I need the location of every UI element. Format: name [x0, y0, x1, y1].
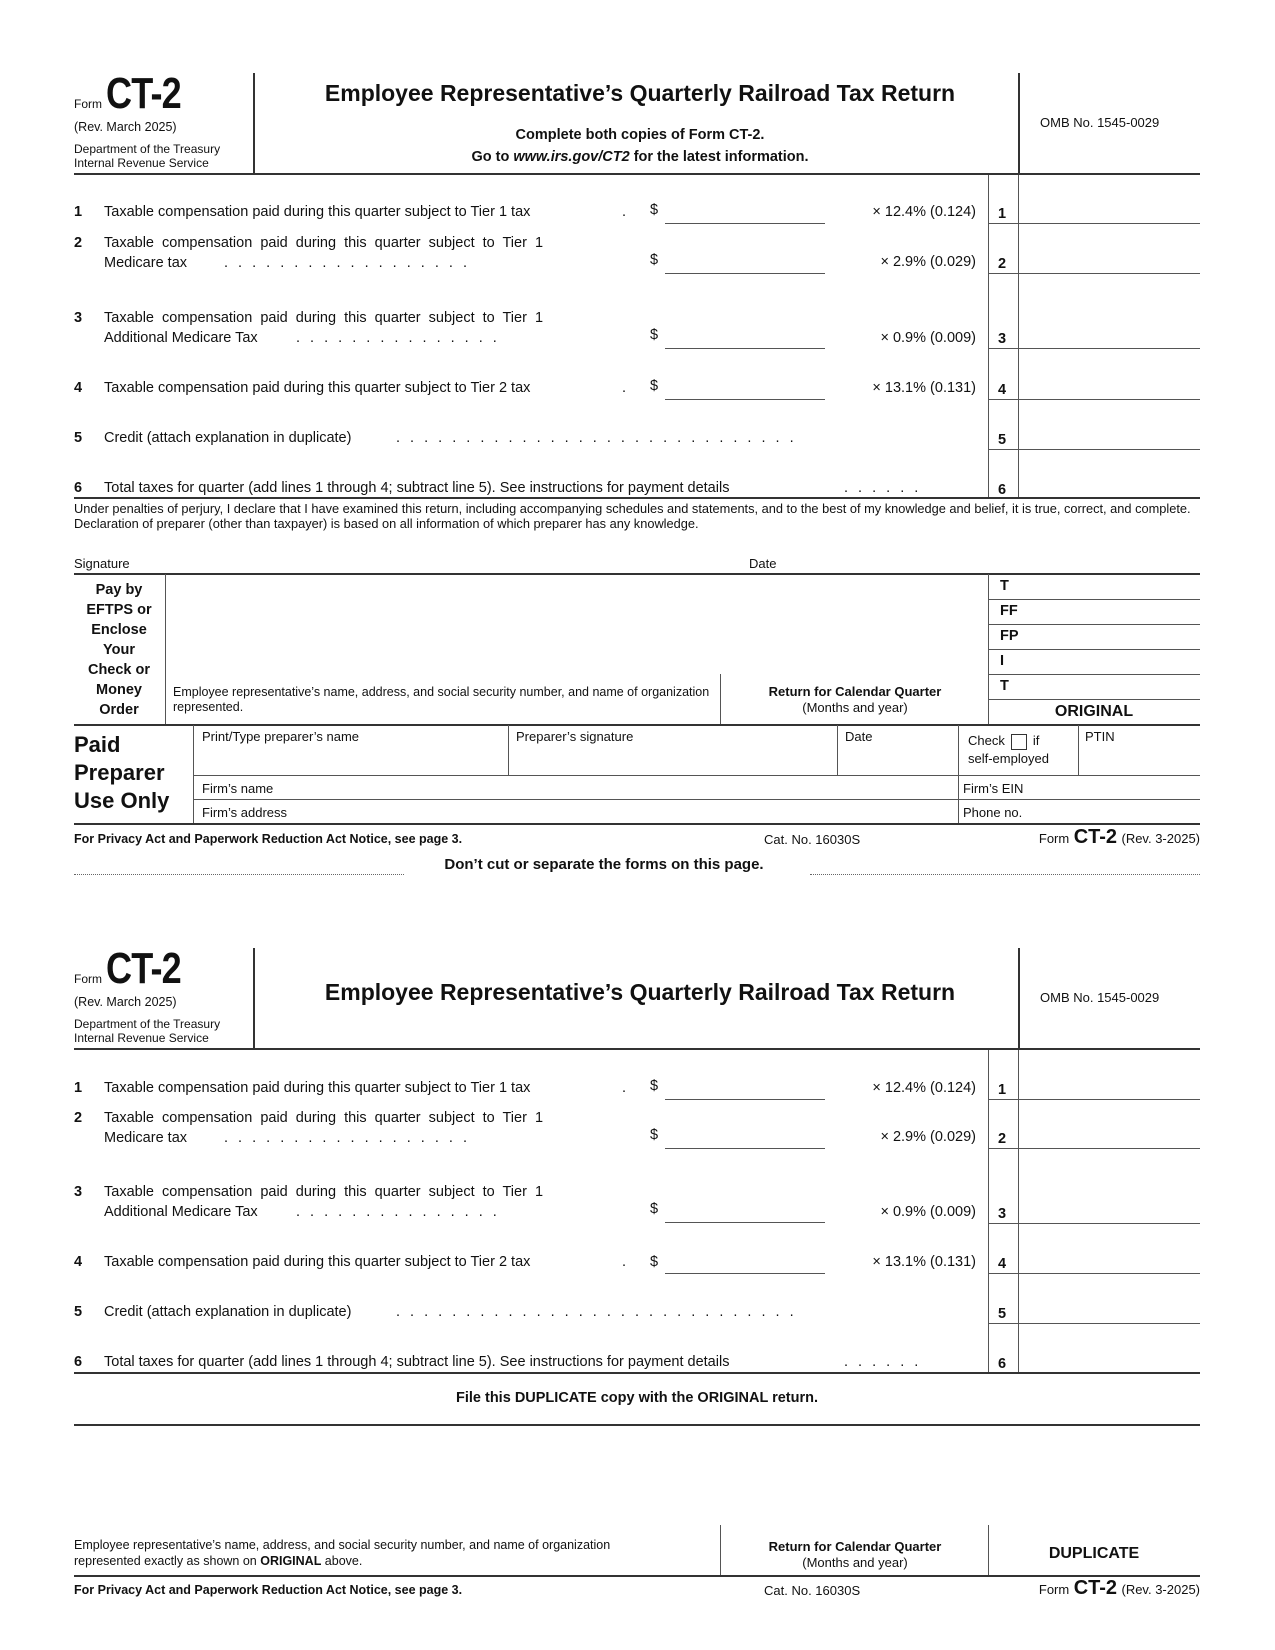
- signature-label: Signature: [74, 556, 130, 571]
- dup-line-3-compensation-input[interactable]: [665, 1222, 825, 1223]
- dollar-sign: $: [650, 327, 659, 343]
- firm-ein-label: Firm’s EIN: [963, 781, 1024, 796]
- line-4-amount-input[interactable]: [1020, 350, 1200, 398]
- signature-field[interactable]: [74, 540, 744, 572]
- dup-quarter-sublabel: (Months and year): [802, 1555, 908, 1570]
- box-label-6: 6: [998, 482, 1007, 498]
- irs-code-t: T: [1000, 578, 1009, 594]
- form-title: Employee Representative’s Quarterly Railroad Tax Return: [324, 80, 956, 106]
- agency: Department of the Treasury Internal Revenue Service: [74, 1017, 221, 1045]
- duplicate-file-note: File this DUPLICATE copy with the ORIGINAL return.: [455, 1390, 818, 1406]
- line-4-compensation-input[interactable]: [665, 399, 825, 400]
- cat-number: Cat. No. 16030S: [764, 832, 861, 847]
- subtitle-website: Go to www.irs.gov/CT2 for the latest information.: [471, 149, 809, 165]
- preparer-date-label: Date: [845, 729, 873, 744]
- firm-name-label: Firm’s name: [202, 781, 274, 796]
- copy-label-original: ORIGINAL: [1054, 703, 1134, 720]
- dup-box-label-2: 2: [998, 1131, 1007, 1147]
- department: Department of the Treasury: [74, 142, 221, 156]
- irs-link[interactable]: www.irs.gov/CT2: [513, 149, 630, 165]
- dup-line-2-compensation-input[interactable]: [665, 1148, 825, 1149]
- signature-date-field[interactable]: [749, 540, 989, 572]
- dup-quarter-label: Return for Calendar Quarter: [768, 1539, 942, 1554]
- privacy-notice: For Privacy Act and Paperwork Reduction Act Notice, see page 3.: [74, 832, 463, 846]
- pay-by-instruction: Pay by EFTPS or Enclose Your Check or Money Order: [86, 582, 152, 718]
- self-employed-checkbox[interactable]: [1011, 734, 1027, 750]
- quarter-sublabel: (Months and year): [802, 700, 908, 715]
- line-2-rate: × 2.9% (0.029): [880, 254, 976, 270]
- revision: (Rev. March 2025): [74, 995, 177, 1009]
- dup-box-label-5: 5: [998, 1306, 1007, 1322]
- revision: (Rev. March 2025): [74, 120, 177, 134]
- dollar-sign: $: [650, 252, 659, 268]
- ptin-label: PTIN: [1085, 729, 1115, 744]
- dup-privacy-notice: For Privacy Act and Paperwork Reduction Act Notice, see page 3.: [74, 1583, 463, 1597]
- dup-line-4-amount-input[interactable]: [1020, 1225, 1200, 1272]
- box-label-2: 2: [998, 256, 1007, 272]
- ptin-input[interactable]: [1080, 726, 1200, 774]
- line-3-amount-input[interactable]: [1020, 275, 1200, 347]
- line-2-amount-input[interactable]: [1020, 225, 1200, 271]
- line-5-amount-input[interactable]: [1020, 401, 1200, 448]
- firm-address-input[interactable]: [290, 801, 956, 822]
- dup-cat-number: Cat. No. 16030S: [764, 1583, 861, 1598]
- preparer-name-input[interactable]: [195, 726, 507, 774]
- dollar-sign: $: [650, 1201, 659, 1217]
- dup-box-label-4: 4: [998, 1256, 1007, 1272]
- dollar-sign: $: [650, 1127, 659, 1143]
- service: Internal Revenue Service: [74, 156, 209, 170]
- subtitle-complete: Complete both copies of Form CT-2.: [515, 127, 765, 143]
- preparer-signature-label: Preparer’s signature: [516, 729, 634, 744]
- dollar-sign: $: [650, 1254, 659, 1270]
- form-id: Form CT-2: [74, 944, 182, 993]
- dup-box-label-3: 3: [998, 1206, 1007, 1222]
- quarter-label: Return for Calendar Quarter: [768, 684, 942, 699]
- dup-line-1-rate: × 12.4% (0.124): [872, 1080, 976, 1096]
- irs-code-fp: FP: [1000, 628, 1019, 644]
- representative-info-label: Employee representative’s name, address, and social security number, and name of organization represented.: [173, 685, 710, 714]
- dup-line-1-amount-input[interactable]: [1020, 1051, 1200, 1097]
- dup-line-3-amount-input[interactable]: [1020, 1150, 1200, 1222]
- line-1-compensation-input[interactable]: [665, 223, 825, 224]
- box-label-5: 5: [998, 432, 1007, 448]
- form-number: CT-2: [106, 69, 182, 118]
- dup-representative-info-label: Employee representative’s name, address, and social security number, and name of organization represented exactly as shown on ORIGINAL above.: [74, 1538, 611, 1568]
- form-id: [74, 69, 198, 118]
- dollar-sign: $: [650, 378, 659, 394]
- form-word: Form: [74, 97, 102, 111]
- dollar-sign: $: [650, 1078, 659, 1094]
- paid-preparer-title: Paid Preparer Use Only: [74, 732, 170, 813]
- dup-line-1-compensation-input[interactable]: [665, 1099, 825, 1100]
- omb-number: OMB No. 1545-0029: [1040, 115, 1160, 130]
- dup-line-3-rate: × 0.9% (0.009): [880, 1204, 976, 1220]
- dollar-sign: $: [650, 202, 659, 218]
- line-4-rate: × 13.1% (0.131): [872, 380, 976, 396]
- preparer-name-label: Print/Type preparer’s name: [202, 729, 360, 744]
- line-3-compensation-input[interactable]: [665, 348, 825, 349]
- irs-code-ff: FF: [1000, 603, 1018, 619]
- line-3-rate: × 0.9% (0.009): [880, 330, 976, 346]
- line-6-amount-input[interactable]: [1020, 451, 1200, 496]
- dup-line-4-rate: × 13.1% (0.131): [872, 1254, 976, 1270]
- line-1-rate: × 12.4% (0.124): [872, 204, 976, 220]
- dup-line-6-amount-input[interactable]: [1020, 1325, 1200, 1371]
- firm-ein-input[interactable]: [1030, 777, 1200, 798]
- preparer-signature-input[interactable]: [510, 726, 835, 774]
- box-label-3: 3: [998, 331, 1007, 347]
- dup-box-label-1: 1: [998, 1082, 1007, 1098]
- dup-line-2-amount-input[interactable]: [1020, 1101, 1200, 1147]
- box-label-1: 1: [998, 206, 1007, 222]
- form-title: Employee Representative’s Quarterly Railroad Tax Return: [324, 979, 956, 1005]
- omb-number: OMB No. 1545-0029: [1040, 990, 1160, 1005]
- dup-form-footer-id: Form CT-2 (Rev. 3-2025): [1038, 1577, 1200, 1599]
- firm-name-input[interactable]: [280, 777, 956, 798]
- dup-line-2-rate: × 2.9% (0.029): [880, 1129, 976, 1145]
- dup-line-5-amount-input[interactable]: [1020, 1275, 1200, 1322]
- irs-code-i: I: [1000, 653, 1005, 669]
- irs-code-t2: T: [1000, 678, 1009, 694]
- dup-line-4-compensation-input[interactable]: [665, 1273, 825, 1274]
- phone-input[interactable]: [1040, 801, 1200, 822]
- line-2-compensation-input[interactable]: [665, 273, 825, 274]
- date-label: Date: [749, 556, 777, 571]
- phone-label: Phone no.: [963, 805, 1023, 820]
- agency: [74, 142, 220, 170]
- firm-address-label: Firm’s address: [202, 805, 288, 820]
- cut-line-right: [810, 874, 1200, 875]
- preparer-date-input[interactable]: [839, 726, 956, 774]
- form-footer-id: Form CT-2 (Rev. 3-2025): [1038, 826, 1200, 848]
- dup-box-label-6: 6: [998, 1356, 1007, 1372]
- line-1-amount-input[interactable]: [1020, 176, 1200, 222]
- copy-label-duplicate: DUPLICATE: [1048, 1545, 1140, 1562]
- separator-note: Don’t cut or separate the forms on this page.: [444, 856, 764, 873]
- cut-line-left: [74, 874, 404, 875]
- box-label-4: 4: [998, 382, 1007, 398]
- perjury-statement: Under penalties of perjury, I declare that I have examined this return, including accompanying schedules and statements, and to the best of my knowledge and belief, it is true, correct, and complete. Declaration of preparer (other than taxpayer) is based on all information of which preparer has any knowledge.: [74, 501, 1191, 531]
- self-employed-check: Check if self-employed: [968, 733, 1049, 766]
